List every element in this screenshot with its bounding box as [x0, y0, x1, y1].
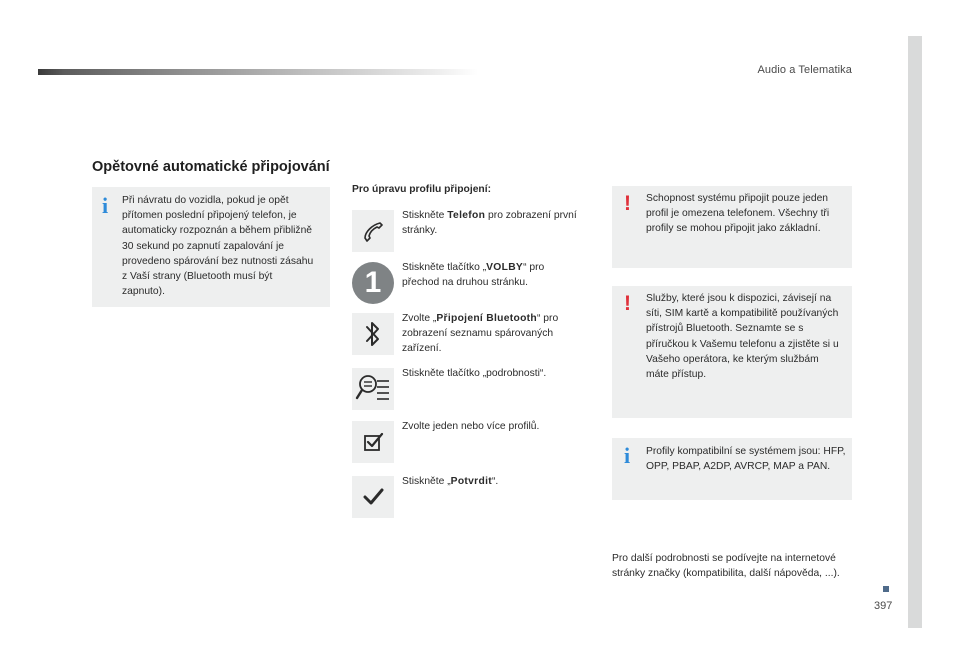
warning-icon: ! [624, 192, 631, 215]
header-section-name: Audio a Telematika [757, 64, 852, 76]
warning-box-2-text: Služby, které jsou k dispozici, závisejí na síti, SIM kartě a kompatibilitě používaných přístrojů Bluetooth. Seznamte se s příručkou k Vašemu telefonu a zjistěte si u Vašeho operátora, ke kterým službám máte přístup. [646, 293, 839, 381]
procedure-heading: Pro úpravu profilu připojení: [352, 184, 492, 195]
warning-box-2 [612, 286, 852, 418]
warning-icon: ! [624, 292, 631, 315]
bluetooth-icon [352, 313, 394, 355]
search-details-icon [352, 368, 394, 410]
step-1-text: Stiskněte Telefon pro zobrazení první stránky. [402, 210, 577, 237]
warning-box-1-text: Schopnost systému připojit pouze jeden profil je omezena telefonem. Všechny tři profily se mohou připojit jako základní. [646, 193, 830, 235]
page-number: 397 [874, 600, 893, 612]
checkmark-icon [352, 476, 394, 518]
info-box-right [612, 438, 852, 500]
section-title: Opětovné automatické připojování [92, 159, 330, 175]
step-6-text: Stiskněte „Potvrdit“. [402, 476, 499, 487]
side-strip [908, 36, 922, 628]
info-box-left [92, 187, 330, 307]
step-5-text: Zvolte jeden nebo více profilů. [402, 421, 540, 432]
number-1-badge-icon [352, 262, 394, 304]
header-gradient-bar [38, 69, 478, 75]
info-box-left-text: Při návratu do vozidla, pokud je opět přítomen poslední připojený telefon, je automaticky rozpoznán a během přibližně 30 sekund po zapnutí zapalování je provedeno spárování bez nutnosti zásahu z Vaší strany (Bluetooth musí být zapnuto). [122, 195, 314, 298]
further-info-note: Pro další podrobnosti se podívejte na internetové stránky značky (kompatibilita, další nápověda, ...). [612, 553, 840, 580]
checkbox-icon [352, 421, 394, 463]
step-2-text: Stiskněte tlačítko „VOLBY“ pro přechod na druhou stránku. [402, 262, 545, 289]
page-marker [883, 586, 889, 592]
phone-handset-icon [352, 210, 394, 252]
step-4-text: Stiskněte tlačítko „podrobnosti“. [402, 368, 547, 379]
badge-number: 1 [364, 266, 382, 299]
step-3-text: Zvolte „Připojení Bluetooth“ pro zobrazení seznamu spárovaných zařízení. [402, 313, 559, 355]
info-icon: i [102, 193, 109, 218]
info-icon: i [624, 443, 631, 468]
info-box-right-text: Profily kompatibilní se systémem jsou: HFP, OPP, PBAP, A2DP, AVRCP, MAP a PAN. [646, 446, 846, 473]
warning-box-1 [612, 186, 852, 268]
